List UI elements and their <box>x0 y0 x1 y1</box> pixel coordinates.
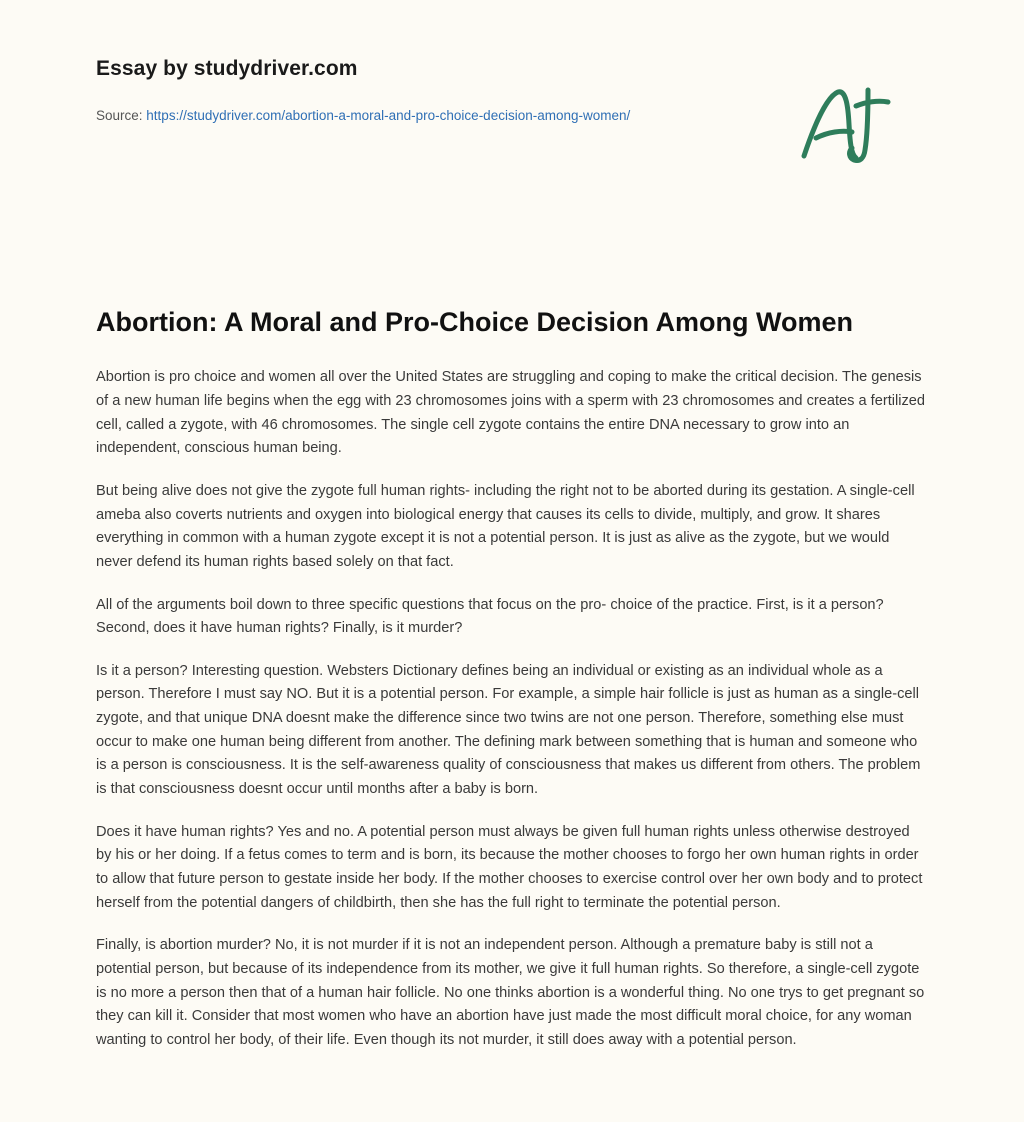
source-url-link[interactable]: https://studydriver.com/abortion-a-moral-and-pro-choice-decision-among-women/ <box>146 108 631 124</box>
studydriver-a-logo-icon <box>794 80 904 170</box>
site-brand: Essay by studydriver.com <box>96 57 358 80</box>
document-body <box>96 366 928 1052</box>
paragraph: Finally, is abortion murder? No, it is not murder if it is not an independent person. Although a premature baby is still not a potential person, but because of its independence from its mother, we give it full human rights. So therefore, a single-cell zygote is no more a person then that of a human hair follicle. No one thinks abortion is a wonderful thing. No one trys to get pregnant so they can kill it. Consider that most women who have an abortion have just made the most difficult moral choice, for any woman wanting to control her body, of their life. Even though its not murder, it still does away with a potential person. <box>96 937 925 1048</box>
source-label: Source: <box>96 108 143 124</box>
paragraph: Is it a person? Interesting question. Websters Dictionary defines being an individual or existing as an individual whole as a person. Therefore I must say NO. But it is a potential person. For example, a simple hair follicle is just as human as a single-cell zygote, and that unique DNA doesnt make the difference since two twins are not one person. Therefore, something else must occur to make one human being different from another. The defining mark between something that is human and someone who is a person is consciousness. It is the self-awareness quality of consciousness that makes us different from others. The problem is that consciousness doesnt occur until months after a baby is born. <box>96 662 921 798</box>
paragraph: All of the arguments boil down to three specific questions that focus on the pro- choice of the practice. First, is it a person? Second, does it have human rights? Finally, is it murder? <box>96 596 884 637</box>
paragraph: But being alive does not give the zygote full human rights- including the right not to be aborted during its gestation. A single-cell ameba also coverts nutrients and oxygen into biological energy that causes its cells to divide, multiply, and grow. It shares everything in common with a human zygote except it is not a potential person. It is just as alive as the zygote, but we would never defend its human rights based solely on that fact. <box>96 483 915 570</box>
paragraph: Does it have human rights? Yes and no. A potential person must always be given full human rights unless otherwise destroyed by his or her doing. If a fetus comes to term and is born, its because the mother chooses to forgo her own human rights in order to allow that future person to gestate inside her body. If the mother chooses to exercise control over her own body and to protect herself from the potential dangers of childbirth, then she has the full right to terminate the potential person. <box>96 823 923 911</box>
page-title: Abortion: A Moral and Pro-Choice Decision Among Women <box>96 307 854 337</box>
document-header <box>96 56 928 176</box>
paragraph: Abortion is pro choice and women all over the United States are struggling and coping to make the critical decision. The genesis of a new human life begins when the egg with 23 chromosomes joins with a sperm with 23 chromosomes and creates a fertilized cell, called a zygote, with 46 chromosomes. The single cell zygote contains the entire DNA necessary to grow into an independent, conscious human being. <box>96 369 926 457</box>
